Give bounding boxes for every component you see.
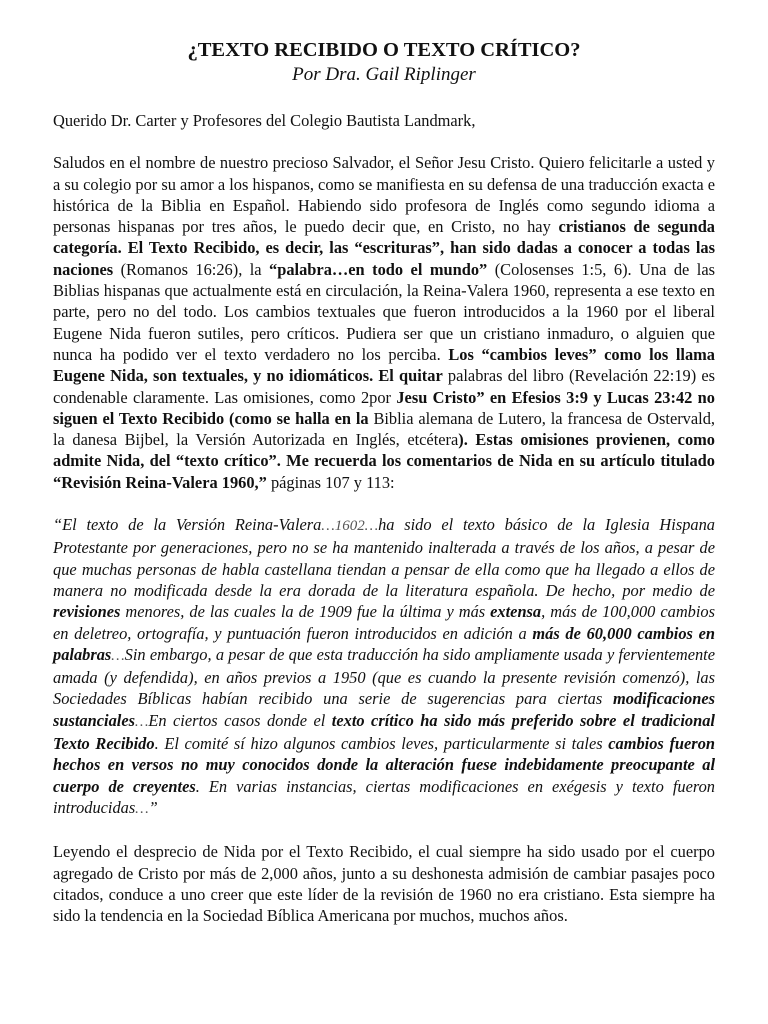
paragraph-intro: [53, 152, 715, 493]
text-run-bold: “palabra…en todo el mundo”: [269, 259, 488, 279]
salutation: Querido Dr. Carter y Profesores del Colegio Bautista Landmark,: [53, 111, 476, 130]
text-run: Biblia alemana de Lutero, la francesa de Ostervald, la danesa Bijbel, la Versión Autorizada en Inglés, etcétera: [53, 408, 715, 450]
text-run-bold: cristianos de segunda categoría. El Texto Recibido, es decir, las “escrituras”, han sido dadas a conocer a todas las naciones: [53, 217, 716, 279]
quote-ellipsis: …: [134, 713, 149, 730]
quote-run: , más de 100,000 cambios en deletreo, ortografía, y puntuación fueron introducidos en adición a: [53, 602, 715, 643]
quote-run: Sin embargo, a pesar de que esta traducción ha sido ampliamente usada y fervientemente amada (y defendida), en años previos a 1950 (que es cuando la presente revisión comenzó), las Sociedades Bíblicas habían recibido una serie de sugerencias para ciertas: [53, 644, 715, 709]
quote-run-bold: cambios fueron hechos en versos no muy conocidos donde la alteración fuese indebidamente preocupante al cuerpo de creyentes: [53, 734, 716, 796]
quote-ellipsis: …: [111, 647, 125, 664]
quote-run: . El comité sí hizo algunos cambios leves, particularmente si tales: [154, 734, 609, 754]
quote-run: “El texto de la Versión Reina-Valera: [53, 515, 322, 535]
quote-run-bold: extensa: [490, 602, 542, 622]
quote-ellipsis: …1602…: [321, 518, 379, 535]
quote-run: ha sido el texto básico de la: [378, 515, 606, 535]
quote-run: menores, de las cuales la de 1909 fue la última y más: [120, 602, 491, 622]
quote-run-bold: más de 60,000 cambios en palabras: [53, 623, 715, 664]
document-title: ¿TEXTO RECIBIDO O TEXTO CRÍTICO?: [187, 39, 581, 61]
text-run: (Colosenses 1:5, 6). Una de las Biblias hispanas que actualmente está en circulación, la Reina-Valera 1960, representa a ese texto en parte, pero no del todo. Los cambios textuales que fueron introducidos a la 1960 por el liberal Eugene Nida fueron sutiles, pero críticos. Pudiera ser que un cristiano inmaduro, o alguien que nunca ha podido ver el texto verdadero no los perciba.: [53, 259, 715, 364]
quote-run: ”: [148, 797, 158, 817]
quote-run-bold: texto crítico ha sido más preferido sobre el tradicional Texto Recibido: [53, 710, 715, 754]
text-run-bold: Jesu Cristo” en Efesios 3:9 y Lucas 23:42 no siguen el Texto Recibido (como se halla en la: [53, 387, 715, 428]
quote-run: . En varias instancias, ciertas modificaciones en exégesis y texto fueron introducidas: [53, 776, 716, 817]
quoted-passage: [53, 514, 715, 820]
quote-run: Protestante por generaciones, pero no se ha mantenido inalterada a través de los años, a pesar de que muchas personas de habla castellana tiendan a pensar de ella como que ha llegado a ellos de manera no modificada desde la era dorada de la literatura española. De hecho, por medio de: [53, 538, 715, 600]
text-run: Saludos en el nombre de nuestro precioso Salvador, el Señor Jesu Cristo. Quiero felicitarle a usted y a su colegio por su amor a los hispanos, como se manifiesta en su defensa de una traducción exacta e histórica de la Biblia en Español. Habiendo sido profesora de Inglés como segundo idioma a personas hispanas por tres años, le puedo decir que, en Cristo, no hay: [53, 153, 715, 237]
quote-run-bold: modificaciones sustanciales: [53, 689, 715, 730]
quote-run: En ciertos casos donde el: [148, 710, 332, 730]
text-run-bold: ). Estas omisiones provienen, como admite Nida, del “texto crítico”. Me recuerda los comentarios de Nida en su artículo titulado “Revisión Reina-Valera 1960,”: [53, 430, 715, 492]
document-author: Por Dra. Gail Riplinger: [292, 64, 476, 85]
paragraph-conclusion: Leyendo el desprecio de Nida por el Texto Recibido, el cual siempre ha sido usado por el cuerpo agregado de Cristo por más de 2,000 años, junto a su deshonesta admisión de cambiar pasajes poco citados, conduce a uno creer que este líder de la revisión de 1960 no era cristiano. Esta siempre ha sido la tendencia en la Sociedad Bíblica Americana por muchos, muchos años.: [53, 842, 715, 926]
text-run: (Romanos 16:26), la: [113, 259, 270, 279]
text-run: páginas 107 y 113:: [266, 472, 395, 492]
quote-run-bold: revisiones: [53, 602, 121, 622]
text-run-bold: Los “cambios leves” como los llama Eugene Nida, son textuales, y no idiomáticos. El quitar: [53, 344, 715, 386]
quote-ellipsis: …: [135, 800, 149, 817]
text-run: palabras del libro (Revelación 22:19) es condenable claramente. Las omisiones, como 2por: [53, 366, 715, 407]
quote-run: Iglesia Hispana: [605, 515, 715, 535]
